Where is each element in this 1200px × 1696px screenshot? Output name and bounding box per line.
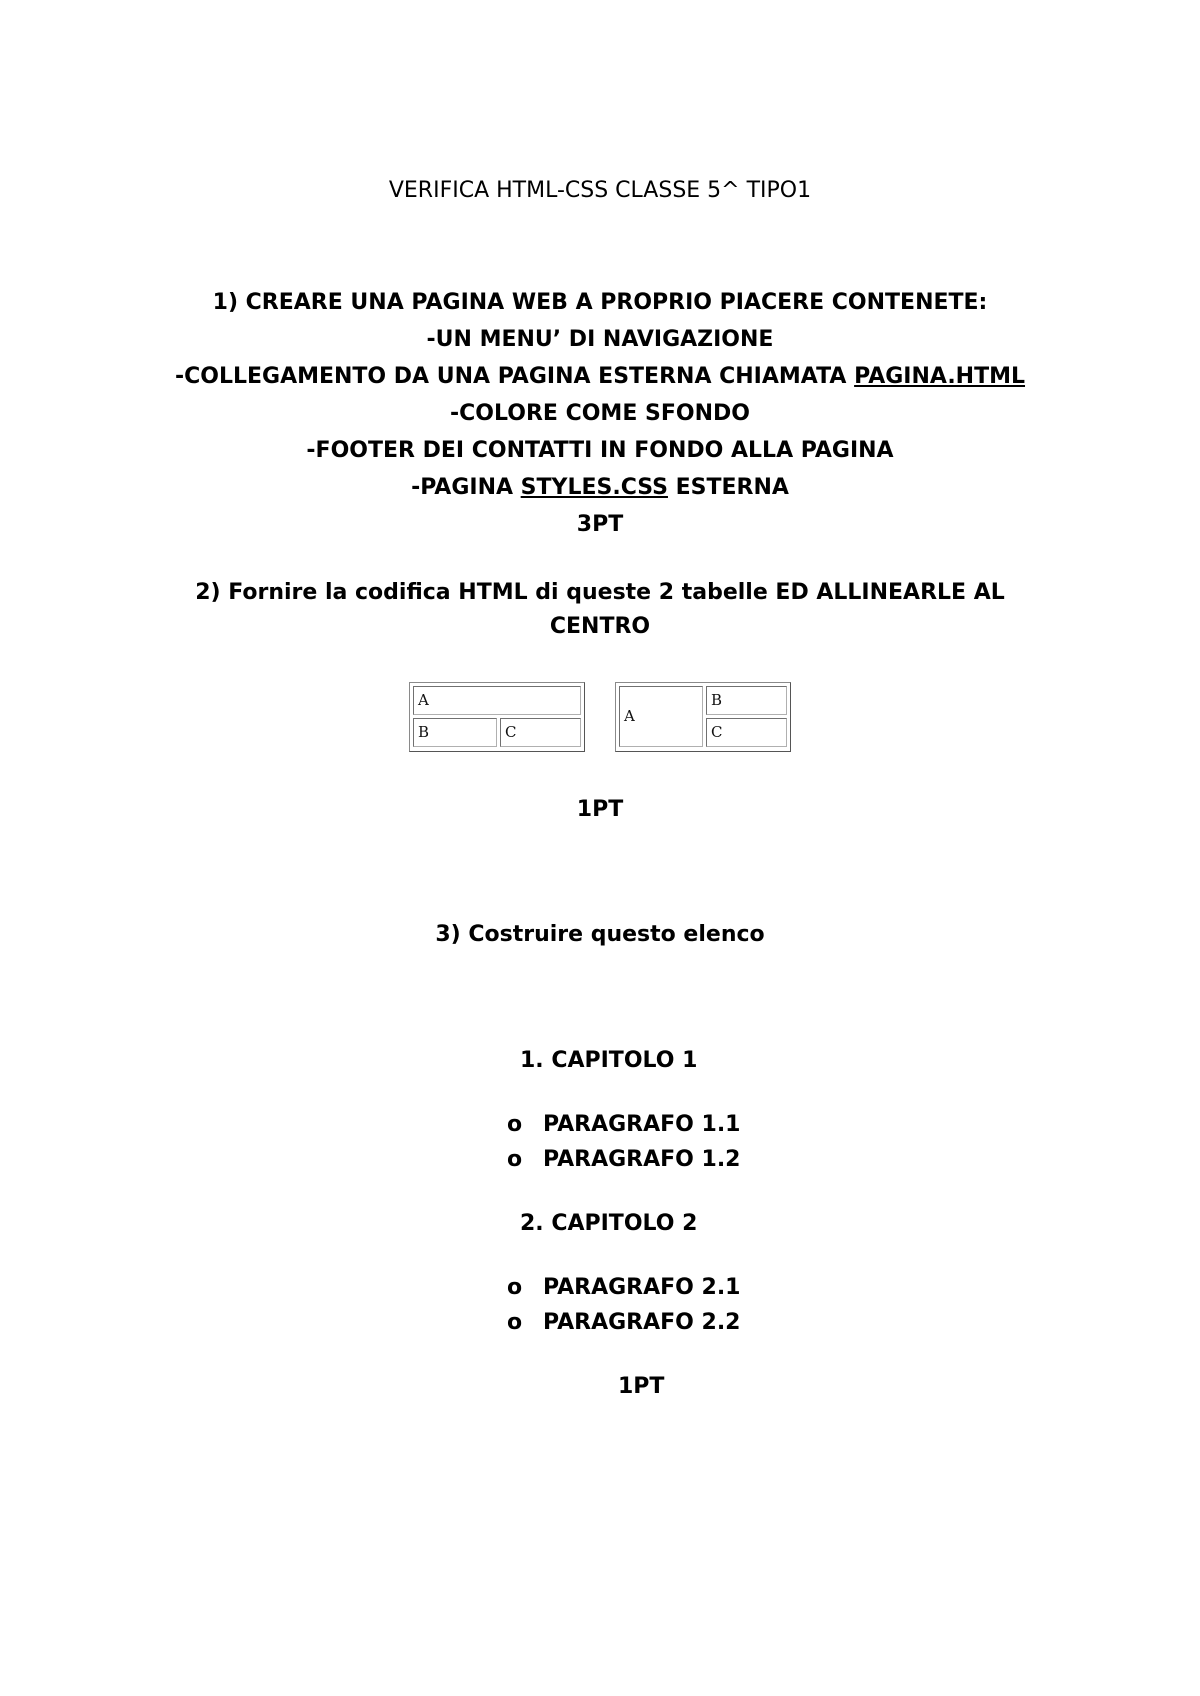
q1-item-link-filename: PAGINA.HTML (854, 364, 1026, 389)
list-bullet: o (507, 1147, 523, 1172)
q1-item-link (0, 362, 1200, 392)
q1-item-menu: -UN MENU’ DI NAVIGAZIONE (426, 327, 774, 352)
table-1-cell-a: A (413, 686, 581, 715)
example-tables (409, 682, 791, 752)
list-paragraph-1-1: PARAGRAFO 1.1 (543, 1112, 741, 1137)
q1-item-stylesheet-prefix: -PAGINA (411, 475, 521, 500)
list-paragraph-2-2: PARAGRAFO 2.2 (543, 1310, 741, 1335)
table-2-cell-c: C (706, 718, 787, 747)
q1-item-stylesheet-suffix: ESTERNA (667, 475, 789, 500)
table-1-cell-c: C (500, 718, 581, 747)
list-paragraph-2-1: PARAGRAFO 2.1 (543, 1275, 741, 1300)
list-paragraph-1-2: PARAGRAFO 1.2 (543, 1147, 741, 1172)
list-chapter-1: 1. CAPITOLO 1 (520, 1048, 698, 1073)
q1-item-background: -COLORE COME SFONDO (450, 401, 750, 426)
q2-heading-line2: CENTRO (549, 614, 651, 639)
table-2 (615, 682, 791, 752)
q2-heading-line1: 2) Fornire la codifica HTML di queste 2 tabelle ED ALLINEARLE AL (195, 580, 1005, 605)
q1-heading: 1) CREARE UNA PAGINA WEB A PROPRIO PIACERE CONTENETE: (212, 290, 988, 315)
q3-points: 1PT (618, 1374, 665, 1399)
list-bullet: o (507, 1112, 523, 1137)
q3-heading: 3) Costruire questo elenco (435, 922, 765, 947)
q1-item-link-prefix: -COLLEGAMENTO DA UNA PAGINA ESTERNA CHIAMATA (174, 364, 855, 389)
q1-item-stylesheet (0, 473, 1200, 503)
list-bullet: o (507, 1275, 523, 1300)
list-bullet: o (507, 1310, 523, 1335)
q2-points: 1PT (576, 797, 624, 822)
list-chapter-2: 2. CAPITOLO 2 (520, 1211, 698, 1236)
table-1-cell-b: B (413, 718, 497, 747)
table-1 (409, 682, 585, 752)
table-2-cell-b: B (706, 686, 787, 715)
q1-points: 3PT (576, 512, 624, 537)
table-2-cell-a: A (619, 686, 703, 747)
q1-item-stylesheet-filename: STYLES.CSS (520, 475, 668, 500)
document-title: VERIFICA HTML-CSS CLASSE 5^ TIPO1 (388, 178, 812, 203)
q1-item-footer: -FOOTER DEI CONTATTI IN FONDO ALLA PAGINA (306, 438, 894, 463)
